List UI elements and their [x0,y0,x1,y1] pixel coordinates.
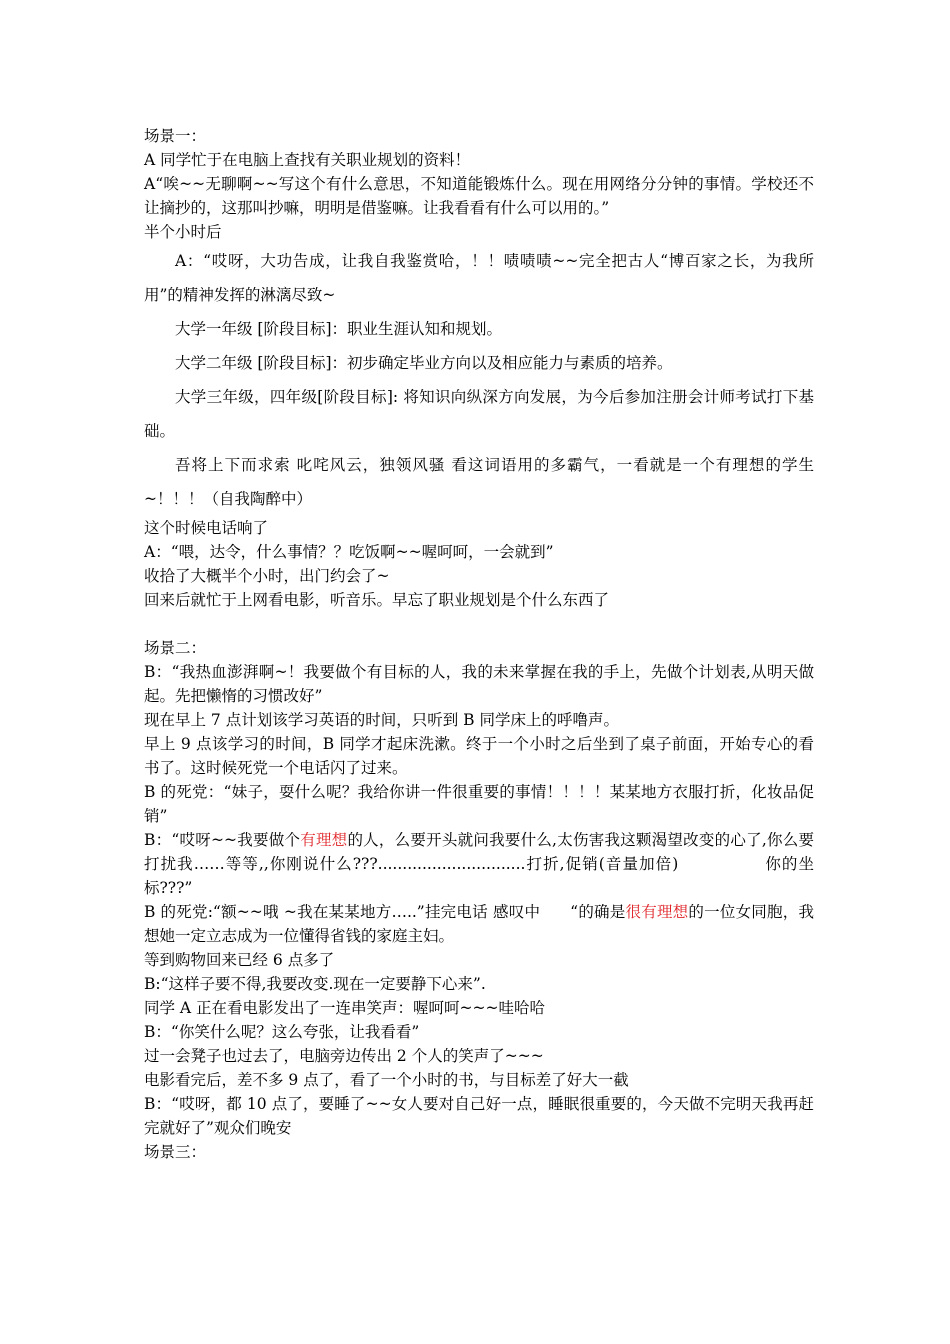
scene2-line12: 电影看完后，差不多 9 点了，看了一个小时的书，与目标差了好大一截 [144,1071,629,1089]
highlight-very-ideal: 很有理想 [625,903,689,921]
scene2-line1: B：“我热血澎湃啊~！我要做个有目标的人，我的未来掌握在我的手上，先做个计划表,从明天做起。先把懒惰的习惯改好” [144,663,814,705]
scene1-line2: A“唉~~无聊啊~~写这个有什么意思，不知道能锻炼什么。现在用网络分分钟的事情。学校还不让摘抄的，这那叫抄嘛，明明是借鉴嘛。让我看看有什么可以用的。” [144,175,814,217]
scene2-line6-part-c: 的一位女同胞，我想她一定立志成为一位懂得省钱的家庭主妇。 [144,903,814,945]
scene2-line5 [144,828,814,900]
scene2-line11: 过一会凳子也过去了，电脑旁边传出 2 个人的笑声了~~~ [144,1047,544,1065]
highlight-have-ideal: 有理想 [300,831,348,849]
document-body [144,124,814,1164]
scene2-heading: 场景二： [144,639,207,657]
scene1-line5: A：“喂，达令，什么事情？？吃饭啊~~喔呵呵，一会就到” [144,543,554,561]
scene2-line10: B：“你笑什么呢？这么夸张，让我看看” [144,1023,420,1041]
scene2-line13: B：“哎呀，都 10 点了，要睡了~~女人要对自己好一点，睡眠很重要的，今天做不完明天我再赶完就好了”观众们晚安 [144,1095,814,1137]
scene2-line5-part-a: B：“哎呀~~我要做个 [144,831,301,849]
scene1-para3: 大学二年级 [阶段目标]：初步确定毕业方向以及相应能力与素质的培养。 [175,354,673,372]
scene1-line6: 收拾了大概半个小时，出门约会了~ [144,567,390,585]
scene3-heading: 场景三： [144,1143,207,1161]
scene1-line7: 回来后就忙于上网看电影，听音乐。早忘了职业规划是个什么东西了 [144,591,610,609]
scene1-para1: A：“哎呀，大功告成，让我自我鉴赏哈，！！啧啧啧~~完全把古人“博百家之长，为我所用”的精神发挥的淋漓尽致~ [144,252,814,304]
scene2-line9: 同学 A 正在看电影发出了一连串笑声：喔呵呵~~~哇哈哈 [144,999,546,1017]
scene2-line6-part-b: “的确是 [570,903,626,921]
scene2-line2: 现在早上 7 点计划该学习英语的时间，只听到 B 同学床上的呼噜声。 [144,711,619,729]
scene1-para5: 吾将上下而求索 叱咤风云，独领风骚 看这词语用的多霸气，一看就是一个有理想的学生~！！！（自我陶醉中） [144,456,814,508]
scene2-line4: B 的死党：“妹子，耍什么呢？我给你讲一件很重要的事情！！！！某某地方衣服打折，化妆品促销” [144,783,814,825]
scene2-line6-part-a: B 的死党:“额~~哦 ~我在某某地方…..”挂完电话 感叹中 [144,903,541,921]
scene1-para2: 大学一年级 [阶段目标]：职业生涯认知和规划。 [175,320,503,338]
scene2-line6 [144,900,814,948]
scene2-line8: B:“这样子要不得,我要改变.现在一定要静下心来”. [144,975,486,993]
scene1-line1: A 同学忙于在电脑上查找有关职业规划的资料！ [144,151,471,169]
section-gap [144,612,814,636]
scene2-line5-part-b: 的人，么要开头就问我要什么,太伤害我这颗渴望改变的心了,你么要打扰我……等等,,你刚说什么???..............................打折,促销(音量加倍) [144,831,814,873]
scene1-para4: 大学三年级，四年级[阶段目标]: 将知识向纵深方向发展，为今后参加注册会计师考试打下基础。 [144,388,814,440]
scene2-line7: 等到购物回来已经 6 点多了 [144,951,335,969]
scene1-heading: 场景一： [144,127,207,145]
scene2-line5-part-c: 你的坐标???” [144,855,814,897]
scene1-line4: 这个时候电话响了 [144,519,269,537]
scene2-line3: 早上 9 点该学习的时间，B 同学才起床洗漱。终于一个小时之后坐到了桌子前面，开始专心的看书了。这时候死党一个电话闪了过来。 [144,735,814,777]
scene1-line3: 半个小时后 [144,223,222,241]
